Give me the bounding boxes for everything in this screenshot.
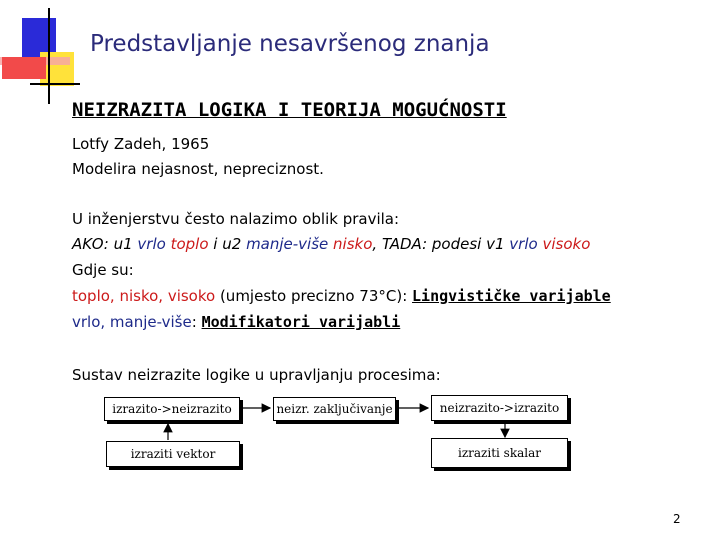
- author-line: Lotfy Zadeh, 1965: [72, 135, 210, 153]
- rule-linguistic: nisko: [333, 235, 373, 253]
- rule-linguistic: toplo: [170, 235, 209, 253]
- defuzzification-box: neizrazito->izrazito: [431, 395, 568, 421]
- modifier-term: Modifikatori varijabli: [201, 313, 401, 331]
- rule-modifier: vrlo: [137, 235, 171, 253]
- slide-title: Predstavljanje nesavršenog znanja: [90, 31, 490, 57]
- rule-part: , TADA: podesi v1: [372, 235, 510, 253]
- modifier-words: vrlo, manje-više: [72, 313, 192, 331]
- rule-part: i u2: [208, 235, 247, 253]
- linguistic-mid: (umjesto precizno 73°C):: [215, 287, 413, 305]
- page-number: 2: [673, 512, 681, 526]
- rule-modifier: manje-više: [246, 235, 334, 253]
- linguistic-term: Lingvističke varijable: [412, 287, 611, 305]
- description-line: Modelira nejasnost, nepreciznost.: [72, 160, 324, 178]
- system-line: Sustav neizrazite logike u upravljanju procesima:: [72, 366, 441, 384]
- rule-part: AKO: u1: [72, 235, 138, 253]
- modifier-colon: :: [191, 313, 202, 331]
- linguistic-words: toplo, nisko, visoko: [72, 287, 216, 305]
- input-vector-box: izraziti vektor: [106, 441, 240, 467]
- section-heading: NEIZRAZITA LOGIKA I TEORIJA MOGUĆNOSTI: [72, 99, 507, 121]
- inference-box: neizr. zaključivanje: [273, 397, 396, 421]
- fuzzification-box: izrazito->neizrazito: [104, 397, 240, 421]
- rule-modifier: vrlo: [509, 235, 543, 253]
- output-scalar-box: izraziti skalar: [431, 438, 568, 468]
- where-line: Gdje su:: [72, 261, 134, 279]
- rule-linguistic: visoko: [542, 235, 591, 253]
- rule-intro: U inženjerstvu često nalazimo oblik pravila:: [72, 210, 400, 228]
